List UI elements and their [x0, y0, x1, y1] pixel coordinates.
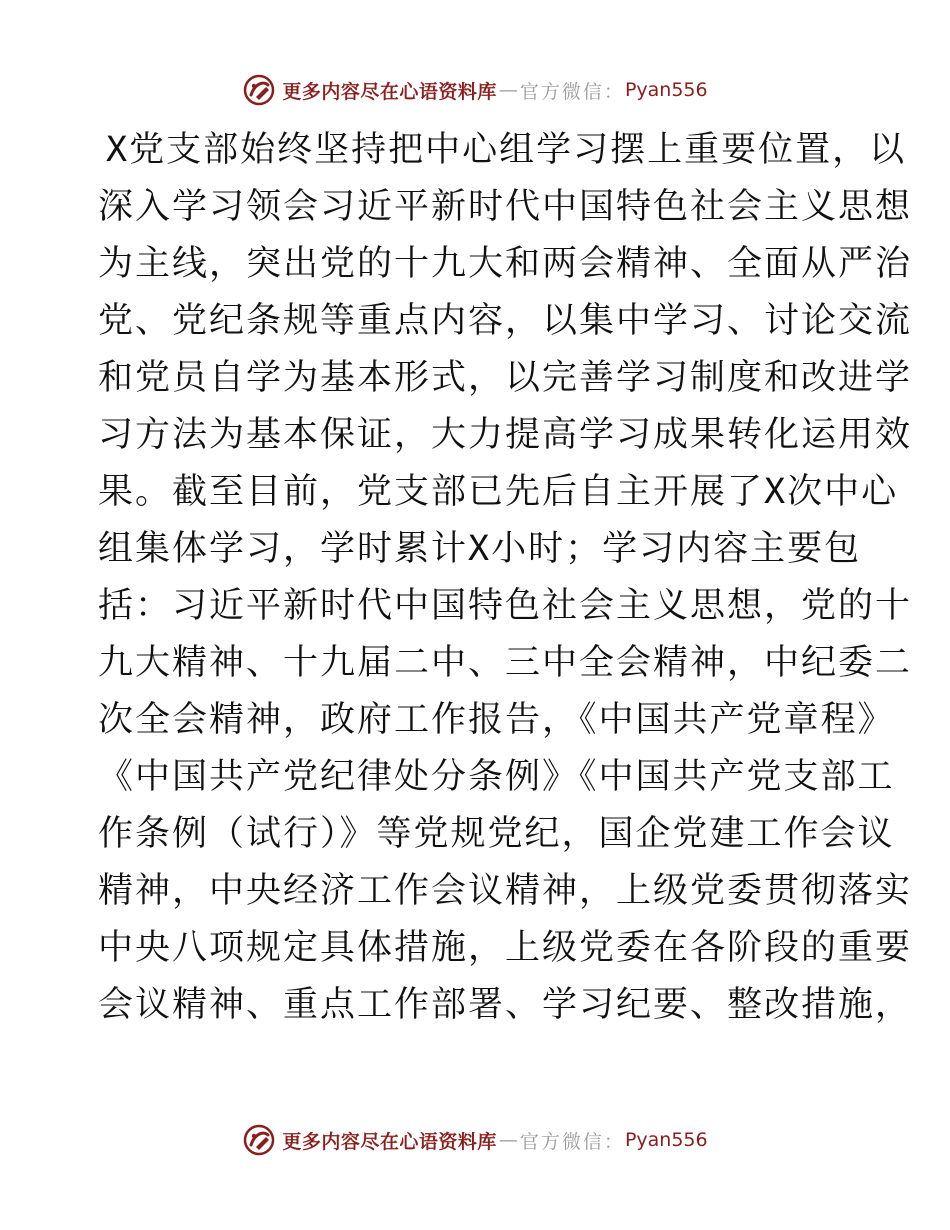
watermark-separator: — [498, 1129, 518, 1151]
watermark-wechat-label: 官方微信： [519, 80, 625, 103]
watermark-text: 更多内容尽在心语资料库 [282, 1130, 497, 1153]
watermark-text: 更多内容尽在心语资料库 [282, 80, 497, 103]
body-line: 九大精神、十九届二中、三中全会精神，中纪委二 [98, 643, 913, 683]
watermark-wechat-id: Pyan556 [624, 79, 708, 101]
body-line: 和党员自学为基本形式，以完善学习制度和改进学 [98, 358, 913, 398]
body-line: 深入学习领会习近平新时代中国特色社会主义思想 [98, 187, 913, 227]
body-line: 为主线，突出党的十九大和两会精神、全面从严治 [98, 244, 913, 284]
document-body [98, 122, 913, 1034]
body-line: 次全会精神，政府工作报告，《中国共产党章程》 [98, 700, 895, 740]
watermark-wechat-id: Pyan556 [624, 1129, 708, 1151]
body-line: X党支部始终坚持把中心组学习摆上重要位置，以 [106, 130, 907, 170]
body-line: 括：习近平新时代中国特色社会主义思想，党的十 [98, 586, 913, 626]
body-line: 会议精神、重点工作部署、学习纪要、整改措施， [98, 985, 913, 1025]
body-line: 《中国共产党纪律处分条例》《中国共产党支部工 [98, 757, 895, 797]
body-line: 组集体学习，学时累计X小时；学习内容主要包 [98, 529, 862, 569]
body-line: 党、党纪条规等重点内容，以集中学习、讨论交流 [98, 301, 913, 341]
body-line: 果。截至目前，党支部已先后自主开展了X次中心 [98, 472, 899, 512]
watermark-separator: — [498, 79, 518, 101]
header-watermark [0, 70, 950, 110]
watermark-wechat-label: 官方微信： [519, 1130, 625, 1153]
body-line: 中央八项规定具体措施，上级党委在各阶段的重要 [98, 928, 913, 968]
brand-logo-icon [242, 1123, 276, 1157]
brand-logo-icon [242, 73, 276, 107]
body-line: 习方法为基本保证，大力提高学习成果转化运用效 [98, 415, 913, 455]
body-line: 作条例（试行）》等党规党纪，国企党建工作会议 [98, 814, 895, 854]
footer-watermark [0, 1120, 950, 1160]
body-line: 精神，中央经济工作会议精神，上级党委贯彻落实 [98, 871, 913, 911]
